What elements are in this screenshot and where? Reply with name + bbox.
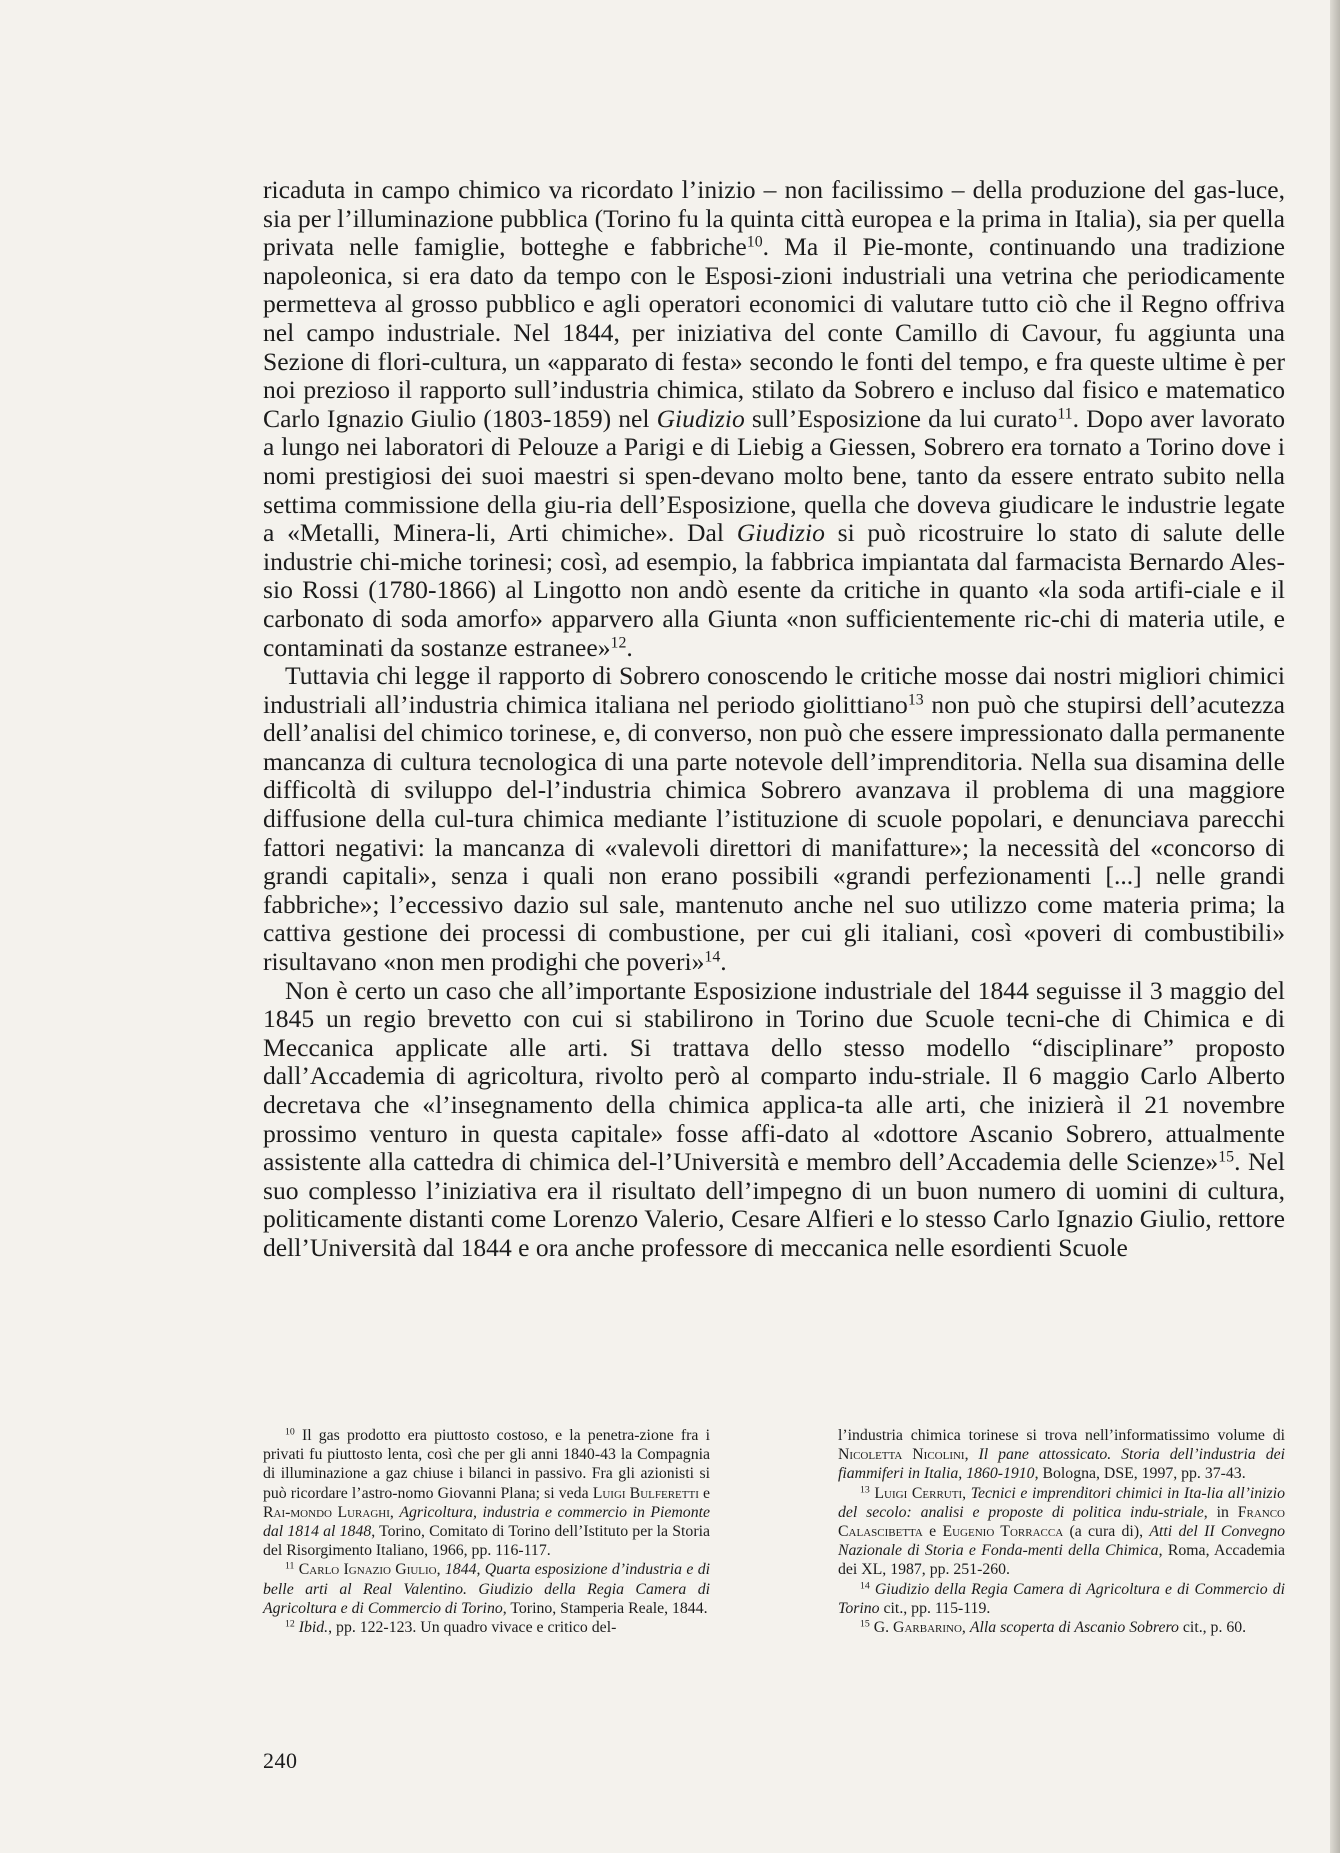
text-run: . [720,947,727,977]
text-run: . Dopo aver lavorato a lungo nei laboratori di Pelouze a Parigi e di Liebig a Giessen, Sobrero era tornato a Torino dove i nomi prestigiosi dei suoi maestri si spen-devano molto bene, tanto da essere entrato subito nella settima commissione della giu-ria dell’Esposizione, quella che doveva giudicare le industrie legate a «Metalli, Minera-li, Arti chimiche». Dal [263,403,1285,548]
footnote-ref: 10 [746,233,763,251]
text-run: Non è certo un caso che all’importante Esposizione industriale del 1844 seguisse il 3 maggio del 1845 un regio brevetto con cui si stabilirono in Torino due Scuole tecni-che di Chimica e di Meccanica applicate alle arti. Si trattava dello stesso modello “disciplinare” proposto dall’Accademia di agricoltura, rivolto però al comparto indu-striale. Il 6 maggio Carlo Alberto decretava che «l’insegnamento della chimica applica-ta alle arti, che inizierà il 21 novembre prossimo venturo in questa capitale» fosse affi-dato al «dottore Ascanio Sobrero, attualmente assistente alla cattedra di chimica del-l’Università e membro dell’Accademia delle Scienze» [263,975,1285,1177]
text-run: (a cura di), [1063,1523,1150,1541]
footnote-number: 11 [285,1561,295,1573]
author-name: Luigi Cerruti [874,1484,963,1502]
text-run: sull’Esposizione da lui curato [744,403,1058,433]
paragraph-3 [263,977,1285,1263]
text-run: non può che stupirsi dell’acutezza dell’analisi del chimico torinese, e, di converso, non può che essere impressionato dalla permanente mancanza di cultura tecnologica di una parte notevole dell’imprenditoria. Nella sua disamina delle difficoltà di sviluppo del-l’industria chimica Sobrero avanzava il problema di una maggiore diffusione della cul-tura chimica mediante l’istituzione di scuole popolari, e denunciava parecchi fattori negativi: la mancanza di «valevoli direttori di manifatture»; la necessità del «concorso di grandi capitali», senza i quali non erano possibili «grandi perfezionamenti [...] nelle grandi fabbriche»; l’eccessivo dazio sul sale, mantenuto anche nel suo utilizzo come materia prima; la cattiva gestione dei processi di combustione, per cui gli italiani, così «poveri di combustibili» risultavano «non men prodighi che poveri» [263,689,1285,977]
book-title: Atti del II Convegno Nazionale di Storia e Fonda-menti della Chimica [838,1523,1285,1560]
footnote-number: 15 [860,1618,870,1630]
footnote-12-continued [838,1426,1285,1484]
footnotes-left-column [263,1426,710,1637]
text-run: , in [1203,1503,1238,1521]
book-title: Il pane attossicato. Storia dell’industria dei fiammiferi in Italia, 1860-1910 [838,1446,1285,1483]
text-run: , Torino, Comitato di Torino dell’Istituto per la Storia del Risorgimento Italiano, 1966, pp. 116-117. [263,1523,710,1560]
text-run: , [389,1503,400,1521]
text-run: , Bologna, DSE, 1997, pp. 37-43. [1034,1465,1246,1483]
footnote-ref: 14 [704,948,721,966]
text-run: ricaduta in campo chimico va ricordato l’inizio – non facilissimo – della produzione del gas-luce, sia per l’illuminazione pubblica (Torino fu la quinta città europea e la prima in Italia), sia per quella privata nelle famiglie, botteghe e fabbriche [263,175,1285,262]
book-title: Alla scoperta di Ascanio Sobrero [969,1619,1179,1637]
book-title: Tecnici e imprenditori chimici in Ita-lia all’inizio del secolo: analisi e proposte di politica indu-striale [838,1484,1285,1521]
footnote-12 [263,1618,710,1637]
footnote-13 [838,1484,1285,1580]
book-title: Ibid. [298,1619,329,1637]
text-run-italic: Giudizio [656,403,745,433]
footnote-15 [838,1618,1285,1637]
text-run: Tuttavia chi legge il rapporto di Sobrero conoscendo le critiche mosse dai nostri migliori chimici industriali all’industria chimica italiana nel periodo giolittiano [263,661,1285,719]
footnote-number: 10 [285,1426,295,1438]
text-run: , pp. 122-123. Un quadro vivace e critico del- [328,1619,617,1637]
author-name: Garbarino [893,1619,962,1637]
footnote-10 [263,1426,710,1560]
text-run: si può ricostruire lo stato di salute delle industrie chi-miche torinesi; così, ad esempio, la fabbrica impiantata dal farmacista Bernardo Ales-sio Rossi (1780-1866) al Lingotto non andò esente da critiche in quanto «la soda artifi-ciale e il carbonato di soda amorfo» apparvero alla Giunta «non sufficientemente ric-chi di materia utile, e contaminati da sostanze estranee» [263,518,1285,662]
text-run: . Nel suo complesso l’iniziativa era il risultato dell’impegno di un buon numero di uomini di cultura, politicamente distanti come Lorenzo Valerio, Cesare Alfieri e lo stesso Carlo Ignazio Giulio, rettore dell’Università dal 1844 e ora anche professore di meccanica nelle esordienti Scuole [263,1147,1285,1262]
author-name: Luigi Bulferetti [592,1484,699,1502]
text-run: , [964,1446,979,1464]
footnotes [263,1426,1285,1637]
book-title: Giudizio della Regia Camera di Agricoltura e di Commercio di Torino [838,1580,1285,1617]
book-title: Agricoltura, industria e commercio in Piemonte dal 1814 al 1848 [263,1503,710,1541]
author-name: Nicoletta Nicolini [838,1446,965,1464]
scan-edge [1330,0,1340,1853]
footnote-number: 12 [285,1618,295,1630]
text-run: , Torino, Stamperia Reale, 1844. [502,1599,708,1617]
author-name: Eugenio Torracca [942,1523,1064,1541]
footnote-ref: 11 [1057,405,1073,423]
paragraph-1 [263,176,1285,662]
text-run: , [436,1561,445,1579]
text-run: . [626,632,633,662]
footnote-14 [838,1580,1285,1618]
footnote-11 [263,1560,710,1618]
text-run: G. [869,1619,894,1637]
author-name: Rai-mondo Luraghi [263,1503,390,1521]
text-run: e [698,1484,710,1502]
author-name: Carlo Ignazio Giulio [298,1561,437,1579]
text-run: . Ma il Pie-monte, continuando una tradizione napoleonica, si era dato da tempo con le Esposi-zioni industriali una vetrina che periodicamente permetteva al grosso pubblico e agli operatori economici di valutare tutto ciò che il Regno offriva nel campo industriale. Nel 1844, per iniziativa del conte Camillo di Cavour, fu aggiunta una Sezione di flori-cultura, un «apparato di festa» secondo le fonti del tempo, e fra queste ultime è per noi prezioso il rapporto sull’industria chimica, stilato da Sobrero e incluso dal fisico e matematico Carlo Ignazio Giulio (1803-1859) nel [263,232,1285,433]
text-run: cit., p. 60. [1178,1619,1247,1637]
text-run: cit., pp. 115-119. [879,1599,991,1617]
author-name: Franco Calascibetta [838,1503,1285,1541]
footnote-number: 13 [860,1484,870,1496]
main-text [263,176,1285,1263]
footnotes-right-column [838,1426,1285,1637]
book-title: 1844, Quarta esposizione d’industria e di belle arti al Real Valentino. Giudizio della Regia Camera di Agricoltura e di Commercio di Torino [263,1561,711,1617]
text-run: Il gas prodotto era piuttosto costoso, e la penetra-zione fra i privati fu piuttosto lenta, così che per gli anni 1840-43 la Compagnia di illuminazione a gaz chiuse i bilanci in passivo. Fra gli azionisti si può ricordare l’astro-nomo Giovanni Plana; si veda [263,1427,710,1502]
text-run: , [962,1484,971,1502]
text-run: l’industria chimica torinese si trova nell’informatissimo volume di [838,1427,1285,1444]
text-run: , [961,1619,970,1637]
footnote-ref: 12 [610,633,627,651]
footnote-ref: 15 [1218,1148,1235,1166]
paragraph-2 [263,662,1285,977]
footnote-number: 14 [860,1580,870,1592]
text-run: , Roma, Accademia dei XL, 1987, pp. 251-260. [838,1542,1285,1579]
text-run-italic: Giudizio [736,518,825,548]
text-run: e [922,1523,943,1541]
page-number: 240 [263,1748,298,1773]
footnote-ref: 13 [907,690,924,708]
